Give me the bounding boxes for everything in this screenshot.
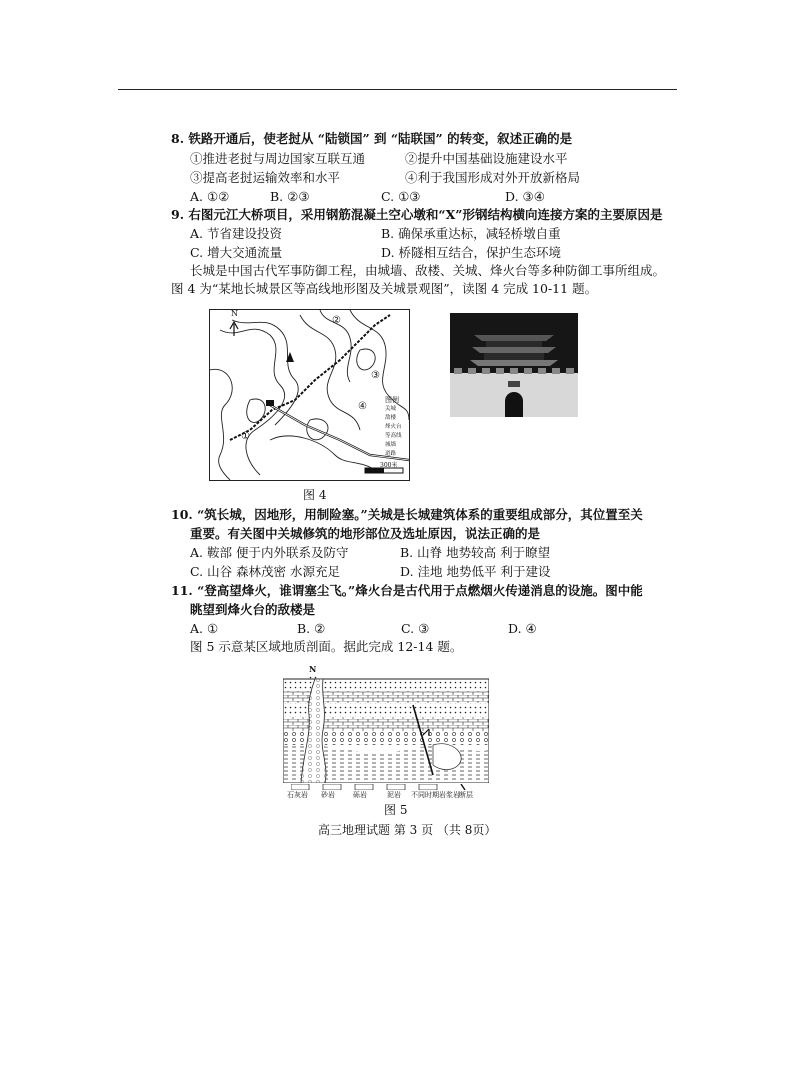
geological-section xyxy=(283,665,489,783)
map-north-label: N xyxy=(231,309,238,318)
q9-choice-c: C. 增大交通流量 xyxy=(190,245,283,260)
q8-option-4: ④利于我国形成对外开放新格局 xyxy=(405,170,581,185)
q10-choice-d: D. 洼地 地势低平 利于建设 xyxy=(400,564,551,579)
section-legend-item: 砾岩 xyxy=(353,791,367,799)
intro-10-11-line2: 图 4 为“某地长城景区等高线地形图及关城景观图”，读图 4 完成 10-11 题。 xyxy=(171,281,598,296)
contour-map xyxy=(209,309,410,481)
map-legend-item: 道路 xyxy=(385,451,397,457)
map-scale-label: 300米 xyxy=(380,462,398,469)
q10-choice-b: B. 山脊 地势较高 利于瞭望 xyxy=(400,545,551,560)
map-legend-item: 关城 xyxy=(385,406,397,412)
map-marker-2: ② xyxy=(332,315,341,326)
q10-choice-c: C. 山谷 森林茂密 水源充足 xyxy=(190,564,341,579)
q9-choice-d: D. 桥隧相互结合，保护生态环境 xyxy=(381,245,562,260)
q11-choice-d: D. ④ xyxy=(508,621,537,636)
map-legend-item: 烽火台 xyxy=(385,424,402,430)
q11-stem-line2: 眺望到烽火台的敌楼是 xyxy=(190,602,316,617)
figure-4-caption: 图 4 xyxy=(303,488,327,502)
q8-option-1: ①推进老挝与周边国家互联互通 xyxy=(190,151,366,166)
map-legend-title: 图例 xyxy=(385,396,399,404)
map-legend-item: 城墙 xyxy=(385,442,397,448)
q11-choice-b: B. ② xyxy=(297,621,326,636)
map-legend-item: 等高线 xyxy=(385,433,402,439)
intro-10-11-line1: 长城是中国古代军事防御工程，由城墙、敌楼、关城、烽火台等多种防御工事所组成。 xyxy=(190,263,666,278)
q10-stem-line2: 重要。有关图中关城修筑的地形部位及选址原因，说法正确的是 xyxy=(190,526,541,541)
q11-choice-a: A. ① xyxy=(190,621,219,636)
section-legend-item: 石灰岩 xyxy=(287,791,308,799)
q8-choice-d: D. ③④ xyxy=(505,189,545,204)
pass-gate-photo xyxy=(450,313,578,417)
section-legend-item: 泥岩 xyxy=(387,791,401,799)
map-marker-1: ① xyxy=(241,431,250,442)
q10-stem-line1: 10. “筑长城，因地形，用制险塞。”关城是长城建筑体系的重要组成部分，其位置至关 xyxy=(171,507,643,522)
north-arrow-icon xyxy=(230,322,238,336)
pass-fortress-icon xyxy=(266,400,274,406)
q11-choice-c: C. ③ xyxy=(401,621,430,636)
q8-stem: 8. 铁路开通后，使老挝从 “陆锁国” 到 “陆联国” 的转变，叙述正确的是 xyxy=(171,131,573,146)
q8-option-2: ②提升中国基础设施建设水平 xyxy=(405,151,568,166)
section-legend-item: 砂岩 xyxy=(321,791,335,799)
header-rule xyxy=(118,89,677,90)
q8-choice-c: C. ①③ xyxy=(381,189,421,204)
q9-choice-a: A. 节省建设投资 xyxy=(190,226,282,241)
q8-choice-a: A. ①② xyxy=(190,189,230,204)
q8-choice-b: B. ②③ xyxy=(270,189,310,204)
q11-stem-line1: 11. “登高望烽火，谁谓塞尘飞。”烽火台是古代用于点燃烟火传递消息的设施。图中能 xyxy=(171,583,643,598)
map-legend-item: 敌楼 xyxy=(385,415,397,421)
figure-5-caption: 图 5 xyxy=(384,803,408,817)
section-north-label: N xyxy=(309,664,317,674)
map-marker-4: ④ xyxy=(358,401,367,412)
q9-stem: 9. 右图元江大桥项目，采用钢筋混凝土空心墩和“X”形钢结构横向连接方案的主要原因是 xyxy=(171,207,663,222)
map-legend xyxy=(385,396,409,459)
page-footer: 高三地理试题 第 3 页 （共 8页） xyxy=(318,823,497,837)
q10-choice-a: A. 鞍部 便于内外联系及防守 xyxy=(190,545,349,560)
q9-choice-b: B. 确保承重达标，减轻桥墩自重 xyxy=(381,226,561,241)
intro-12-14: 图 5 示意某区域地质剖面。据此完成 12-14 题。 xyxy=(190,639,463,654)
q8-option-3: ③提高老挝运输效率和水平 xyxy=(190,170,341,185)
section-legend-item: 不同时期岩浆岩 xyxy=(411,791,460,799)
section-legend-item: 断层 xyxy=(459,791,473,799)
map-marker-3: ③ xyxy=(371,370,380,381)
